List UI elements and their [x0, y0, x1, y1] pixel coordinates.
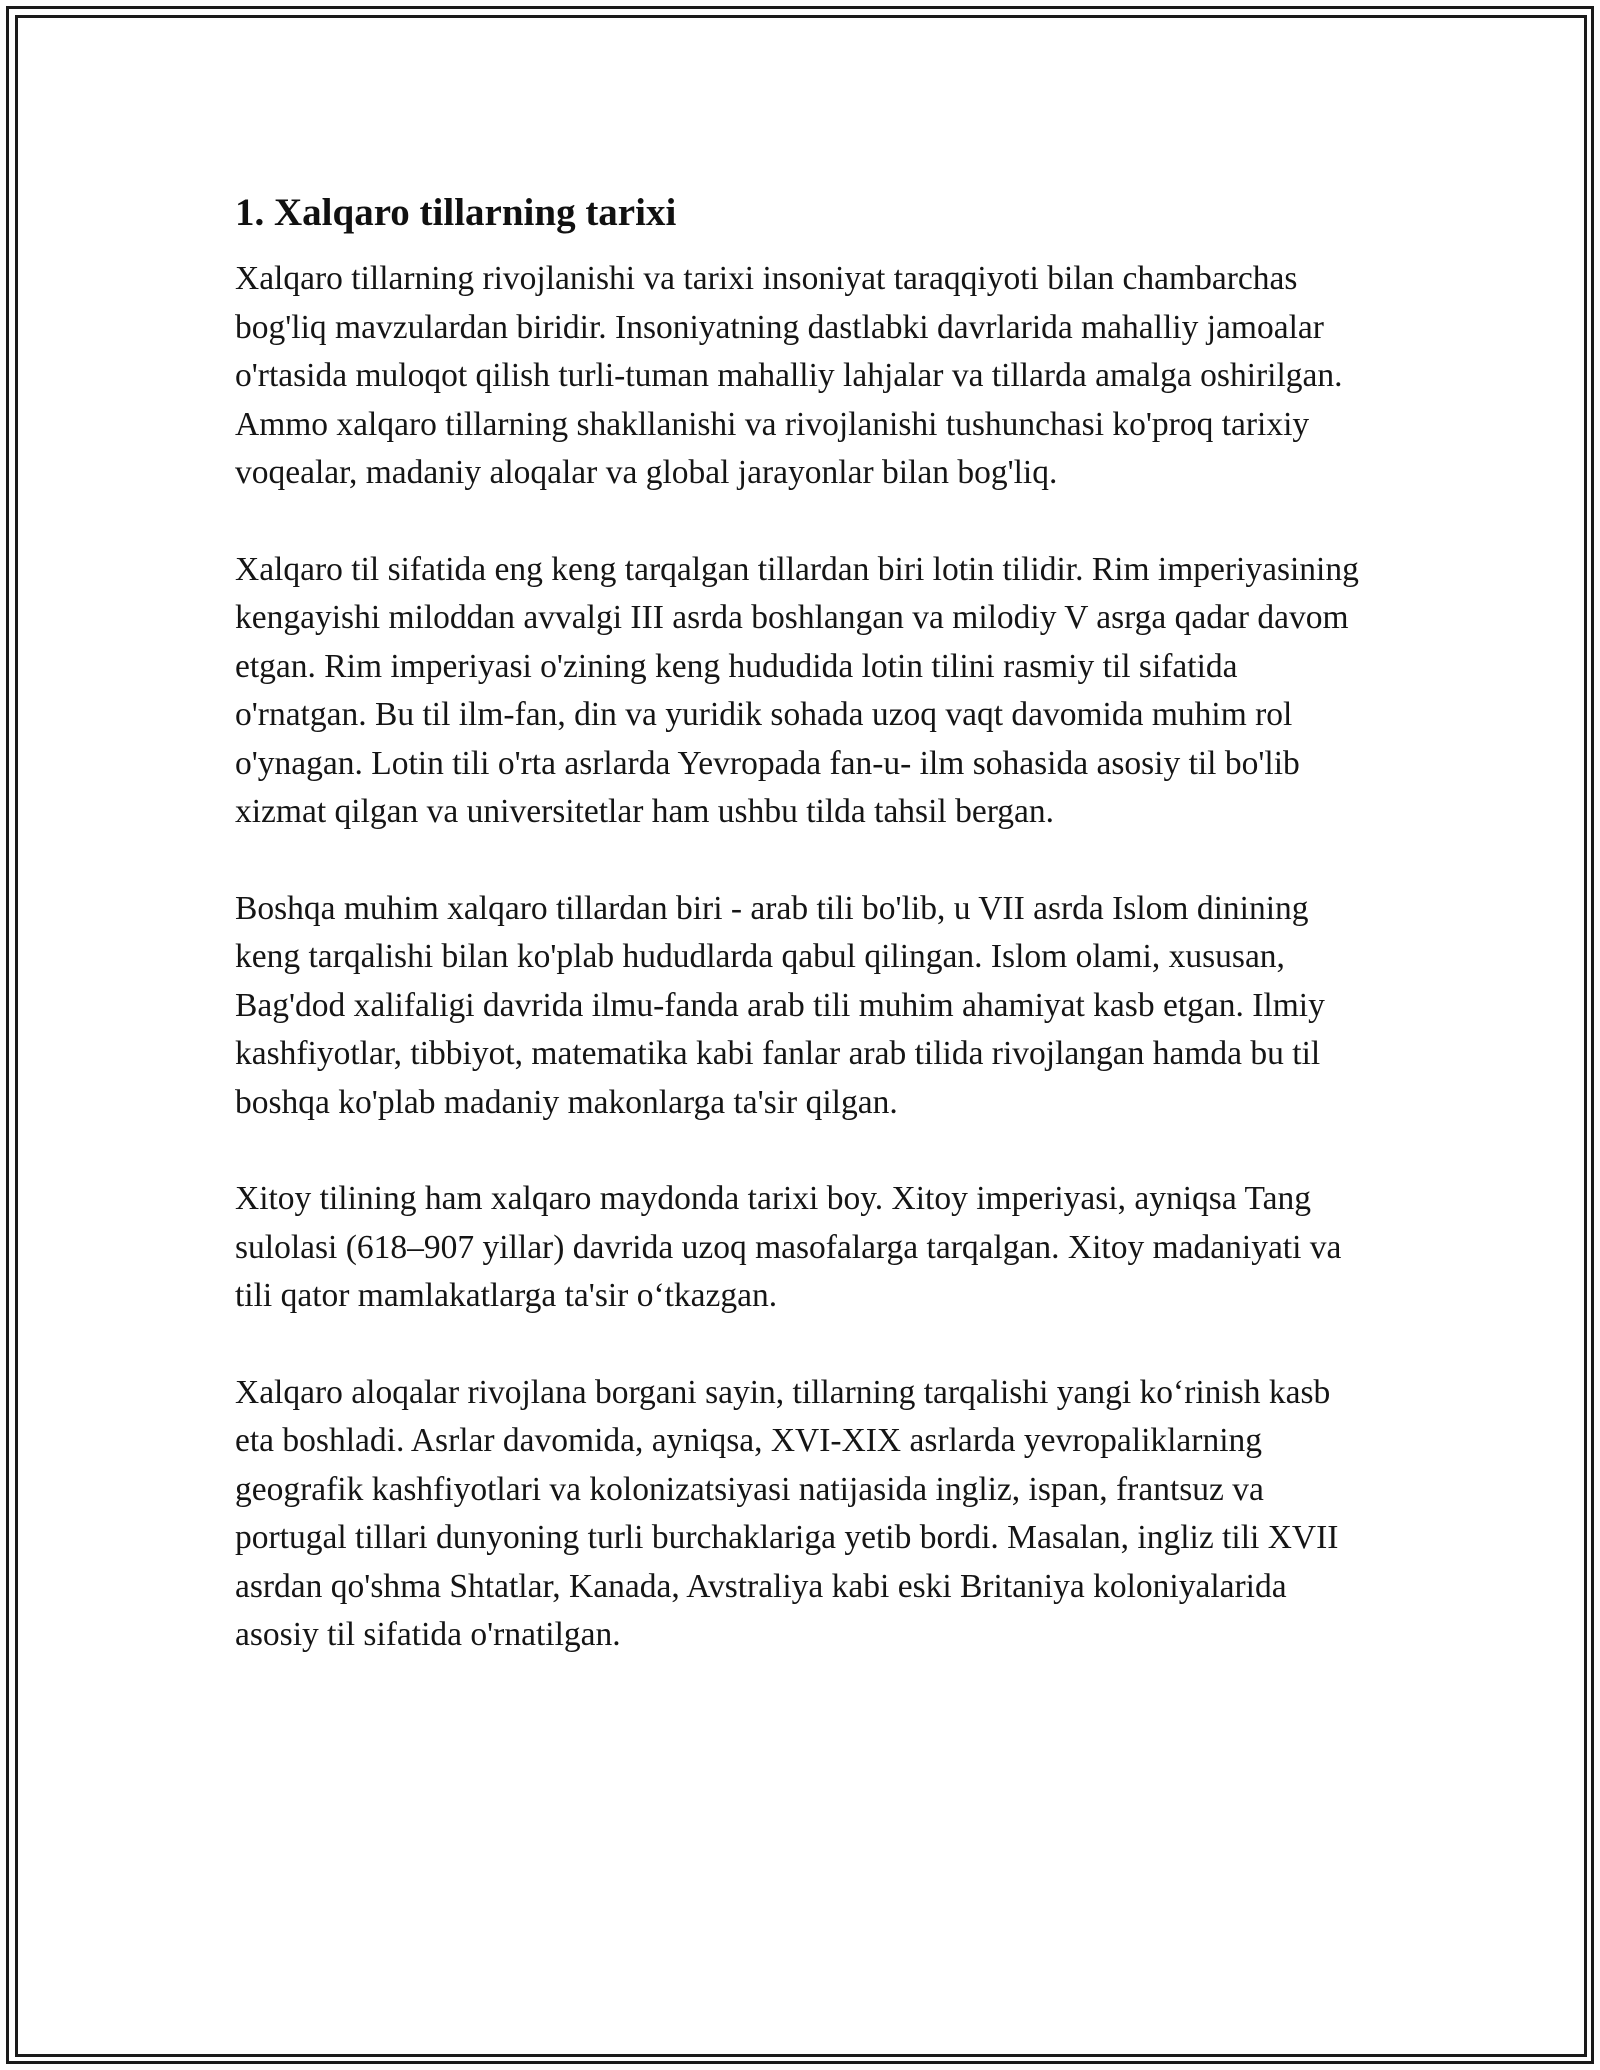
document-body: [235, 185, 1375, 1708]
paragraph-latin: Xalqaro til sifatida eng keng tarqalgan tillardan biri lotin tilidir. Rim imperiyasining kengayishi miloddan avvalgi III asrda boshlangan va milodiy V asrga qadar davom etgan. Rim imperiyasi o'zining keng hududida lotin tilini rasmiy til sifatida o'rnatgan. Bu til ilm-fan, din va yuridik sohada uzoq vaqt davomida muhim rol o'ynagan. Lotin tili o'rta asrlarda Yevropada fan-u- ilm sohasida asosiy til bo'lib xizmat qilgan va universitetlar ham ushbu tilda tahsil bergan.: [235, 550, 1359, 830]
paragraph-arabic: Boshqa muhim xalqaro tillardan biri - arab tili bo'lib, u VII asrda Islom dinining keng tarqalishi bilan ko'plab hududlarda qabul qilingan. Islom olami, xususan, Bag'dod xalifaligi davrida ilmu-fanda arab tili muhim ahamiyat kasb etgan. Ilmiy kashfiyotlar, tibbiyot, matematika kabi fanlar arab tilida rivojlangan hamda bu til boshqa ko'plab madaniy makonlarga ta'sir qilgan.: [235, 889, 1325, 1121]
paragraph-colonial-languages: Xalqaro aloqalar rivojlana borgani sayin, tillarning tarqalishi yangi ko‘rinish kasb eta boshladi. Asrlar davomida, ayniqsa, XVI-XIX asrlarda yevropaliklarning geografik kashfiyotlari va kolonizatsiyasi natijasida ingliz, ispan, frantsuz va portugal tillari dunyoning turli burchaklariga yetib bordi. Masalan, ingliz tili XVII asrdan qo'shma Shtatlar, Kanada, Avstraliya kabi eski Britaniya koloniyalarida asosiy til sifatida o'rnatilgan.: [235, 1373, 1339, 1653]
paragraph-chinese: Xitoy tilining ham xalqaro maydonda tarixi boy. Xitoy imperiyasi, ayniqsa Tang sulolasi (618–907 yillar) davrida uzoq masofalarga tarqalgan. Xitoy madaniyati va tili qator mamlakatlarga ta'sir o‘tkazgan.: [235, 1180, 1342, 1314]
section-heading: 1. Xalqaro tillarning tarixi: [235, 191, 677, 234]
paragraph-history-intro: Xalqaro tillarning rivojlanishi va tarixi insoniyat taraqqiyoti bilan chambarchas bog'liq mavzulardan biridir. Insoniyatning dastlabki davrlarida mahalliy jamoalar o'rtasida muloqot qilish turli-tuman mahalliy lahjalar va tillarda amalga oshirilgan. Ammo xalqaro tillarning shakllanishi va rivojlanishi tushunchasi ko'proq tarixiy voqealar, madaniy aloqalar va global jarayonlar bilan bog'liq.: [235, 260, 1343, 491]
